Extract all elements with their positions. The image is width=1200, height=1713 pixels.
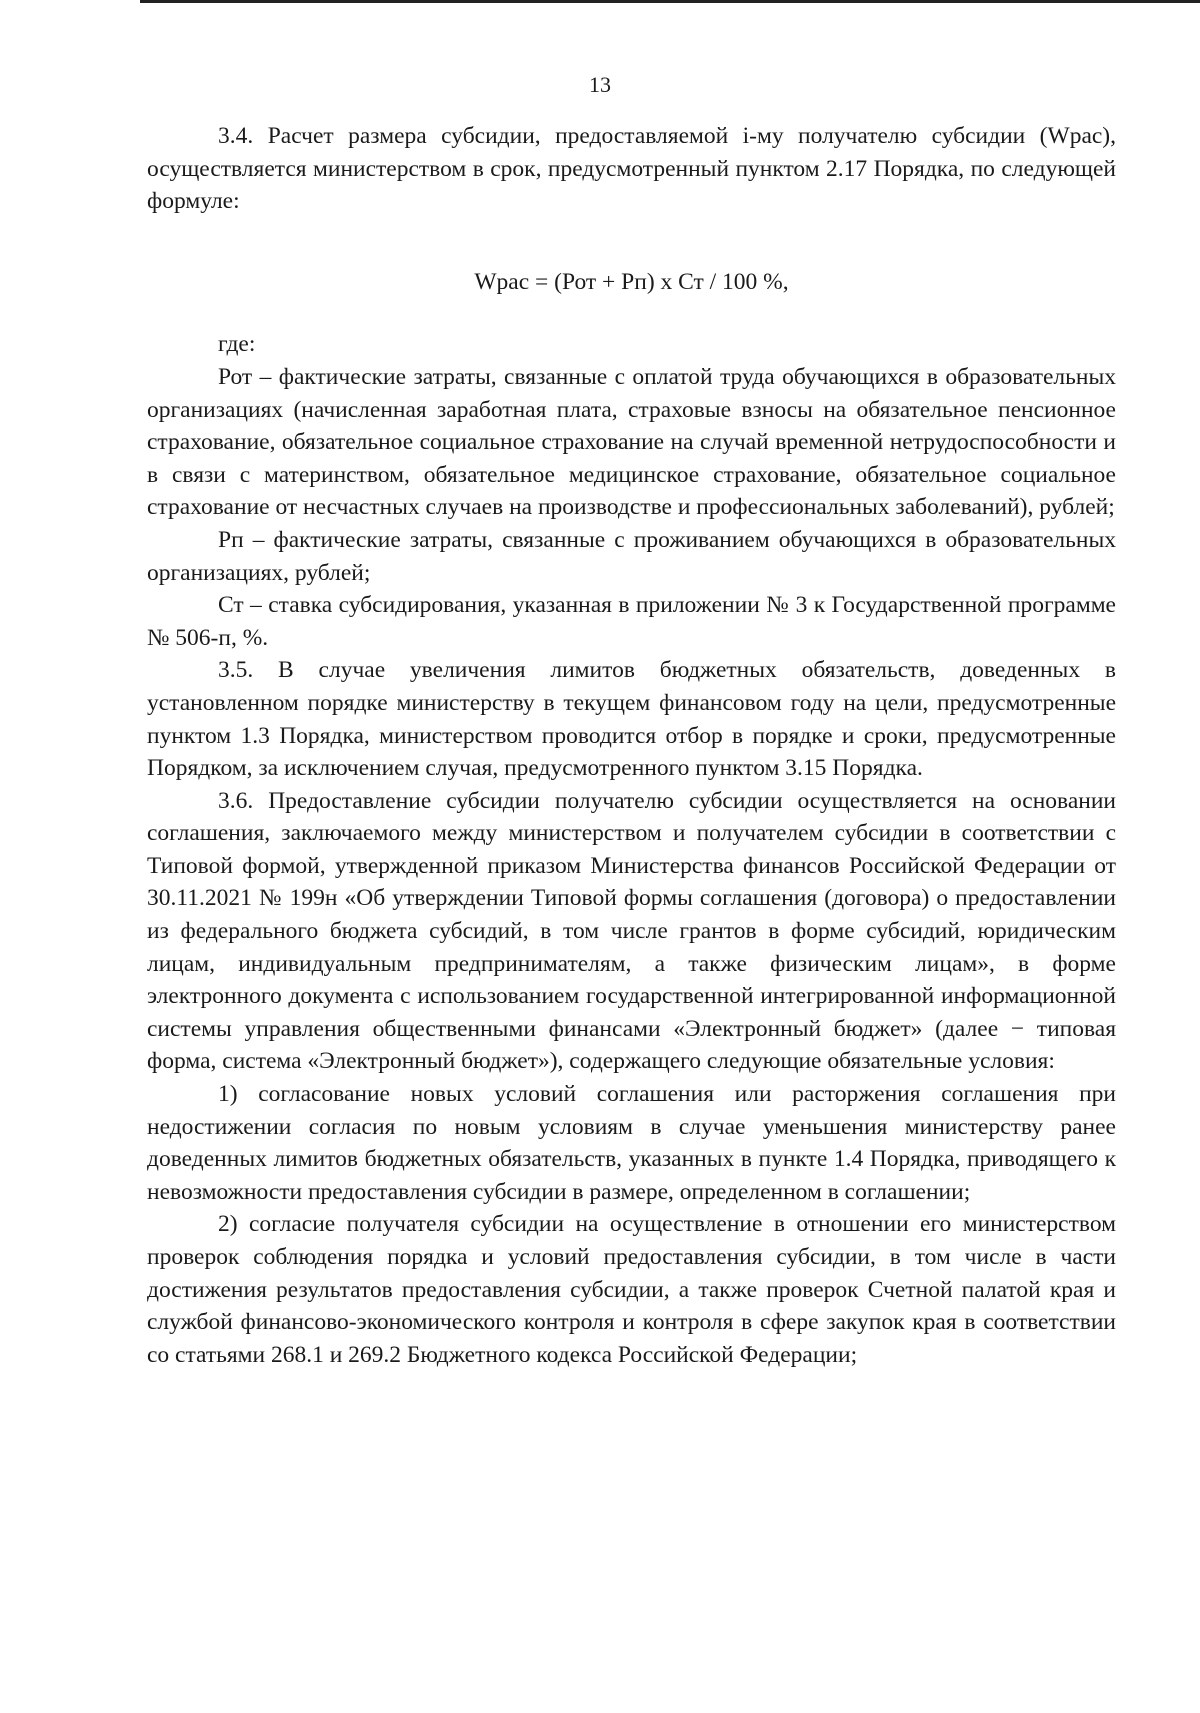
condition-1: 1) согласование новых условий соглашения или расторжения соглашения при недостижении согласия по новым условиям в случае уменьшения министерству ранее доведенных лимитов бюджетных обязательств, указанных в пункте 1.4 Порядка, приводящего к невозможности предоставления субсидии в размере, определенном в соглашении; [147,1081,1116,1205]
condition-2: 2) согласие получателя субсидии на осуществление в отношении его министерством проверок соблюдения порядка и условий предоставления субсидии, в том числе в части достижения результатов предоставления субсидии, а также проверок Счетной палатой края и службой финансово-экономического контроля и контроля в сфере закупок края в соответствии со статьями 268.1 и 269.2 Бюджетного кодекса Российской Федерации; [147,1211,1116,1368]
page-top-border [140,0,1200,3]
document-body [147,120,1116,1371]
page-number: 13 [589,72,611,97]
definition-rp: Рп – фактические затраты, связанные с проживанием обучающихся в образовательных организациях, рублей; [147,526,1116,586]
where-label: где: [218,331,256,358]
paragraph-3-5: 3.5. В случае увеличения лимитов бюджетных обязательств, доведенных в установленном порядке министерству в текущем финансовом году на цели, предусмотренные пунктом 1.3 Порядка, министерством проводится отбор в порядке и сроки, предусмотренные Порядком, за исключением случая, предусмотренного пунктом 3.15 Порядка. [147,657,1116,782]
definition-st: Ст – ставка субсидирования, указанная в приложении № 3 к Государственной программе № 506-п, %. [147,592,1116,651]
definition-rot: Рот – фактические затраты, связанные с оплатой труда обучающихся в образовательных организациях (начисленная заработная плата, страховые взносы на обязательное пенсионное страхование, обязательное социальное страхование на случай временной нетрудоспособности и в связи с материнством, обязательное медицинское страхование, обязательное социальное страхование от несчастных случаев на производстве и профессиональных заболеваний), рублей; [147,363,1116,521]
paragraph-3-4: 3.4. Расчет размера субсидии, предоставляемой i-му получателю субсидии (Wрас), осуществляется министерством в срок, предусмотренный пунктом 2.17 Порядка, по следующей формуле: [147,123,1116,215]
paragraph-3-6: 3.6. Предоставление субсидии получателю субсидии осуществляется на основании соглашения, заключаемого между министерством и получателем субсидии в соответствии с Типовой формой, утвержденной приказом Министерства финансов Российской Федерации от 30.11.2021 № 199н «Об утверждении Типовой формы соглашения (договора) о предоставлении из федерального бюджета субсидий, в том числе грантов в форме субсидий, юридическим лицам, индивидуальным предпринимателям, а также физическим лицам», в форме электронного документа с использованием государственной интегрированной информационной системы управления общественными финансами «Электронный бюджет» (далее − типовая форма, система «Электронный бюджет»), содержащего следующие обязательные условия: [147,787,1116,1075]
formula: Wрас = (Рот + Рп) х Ст / 100 %, [474,268,789,295]
